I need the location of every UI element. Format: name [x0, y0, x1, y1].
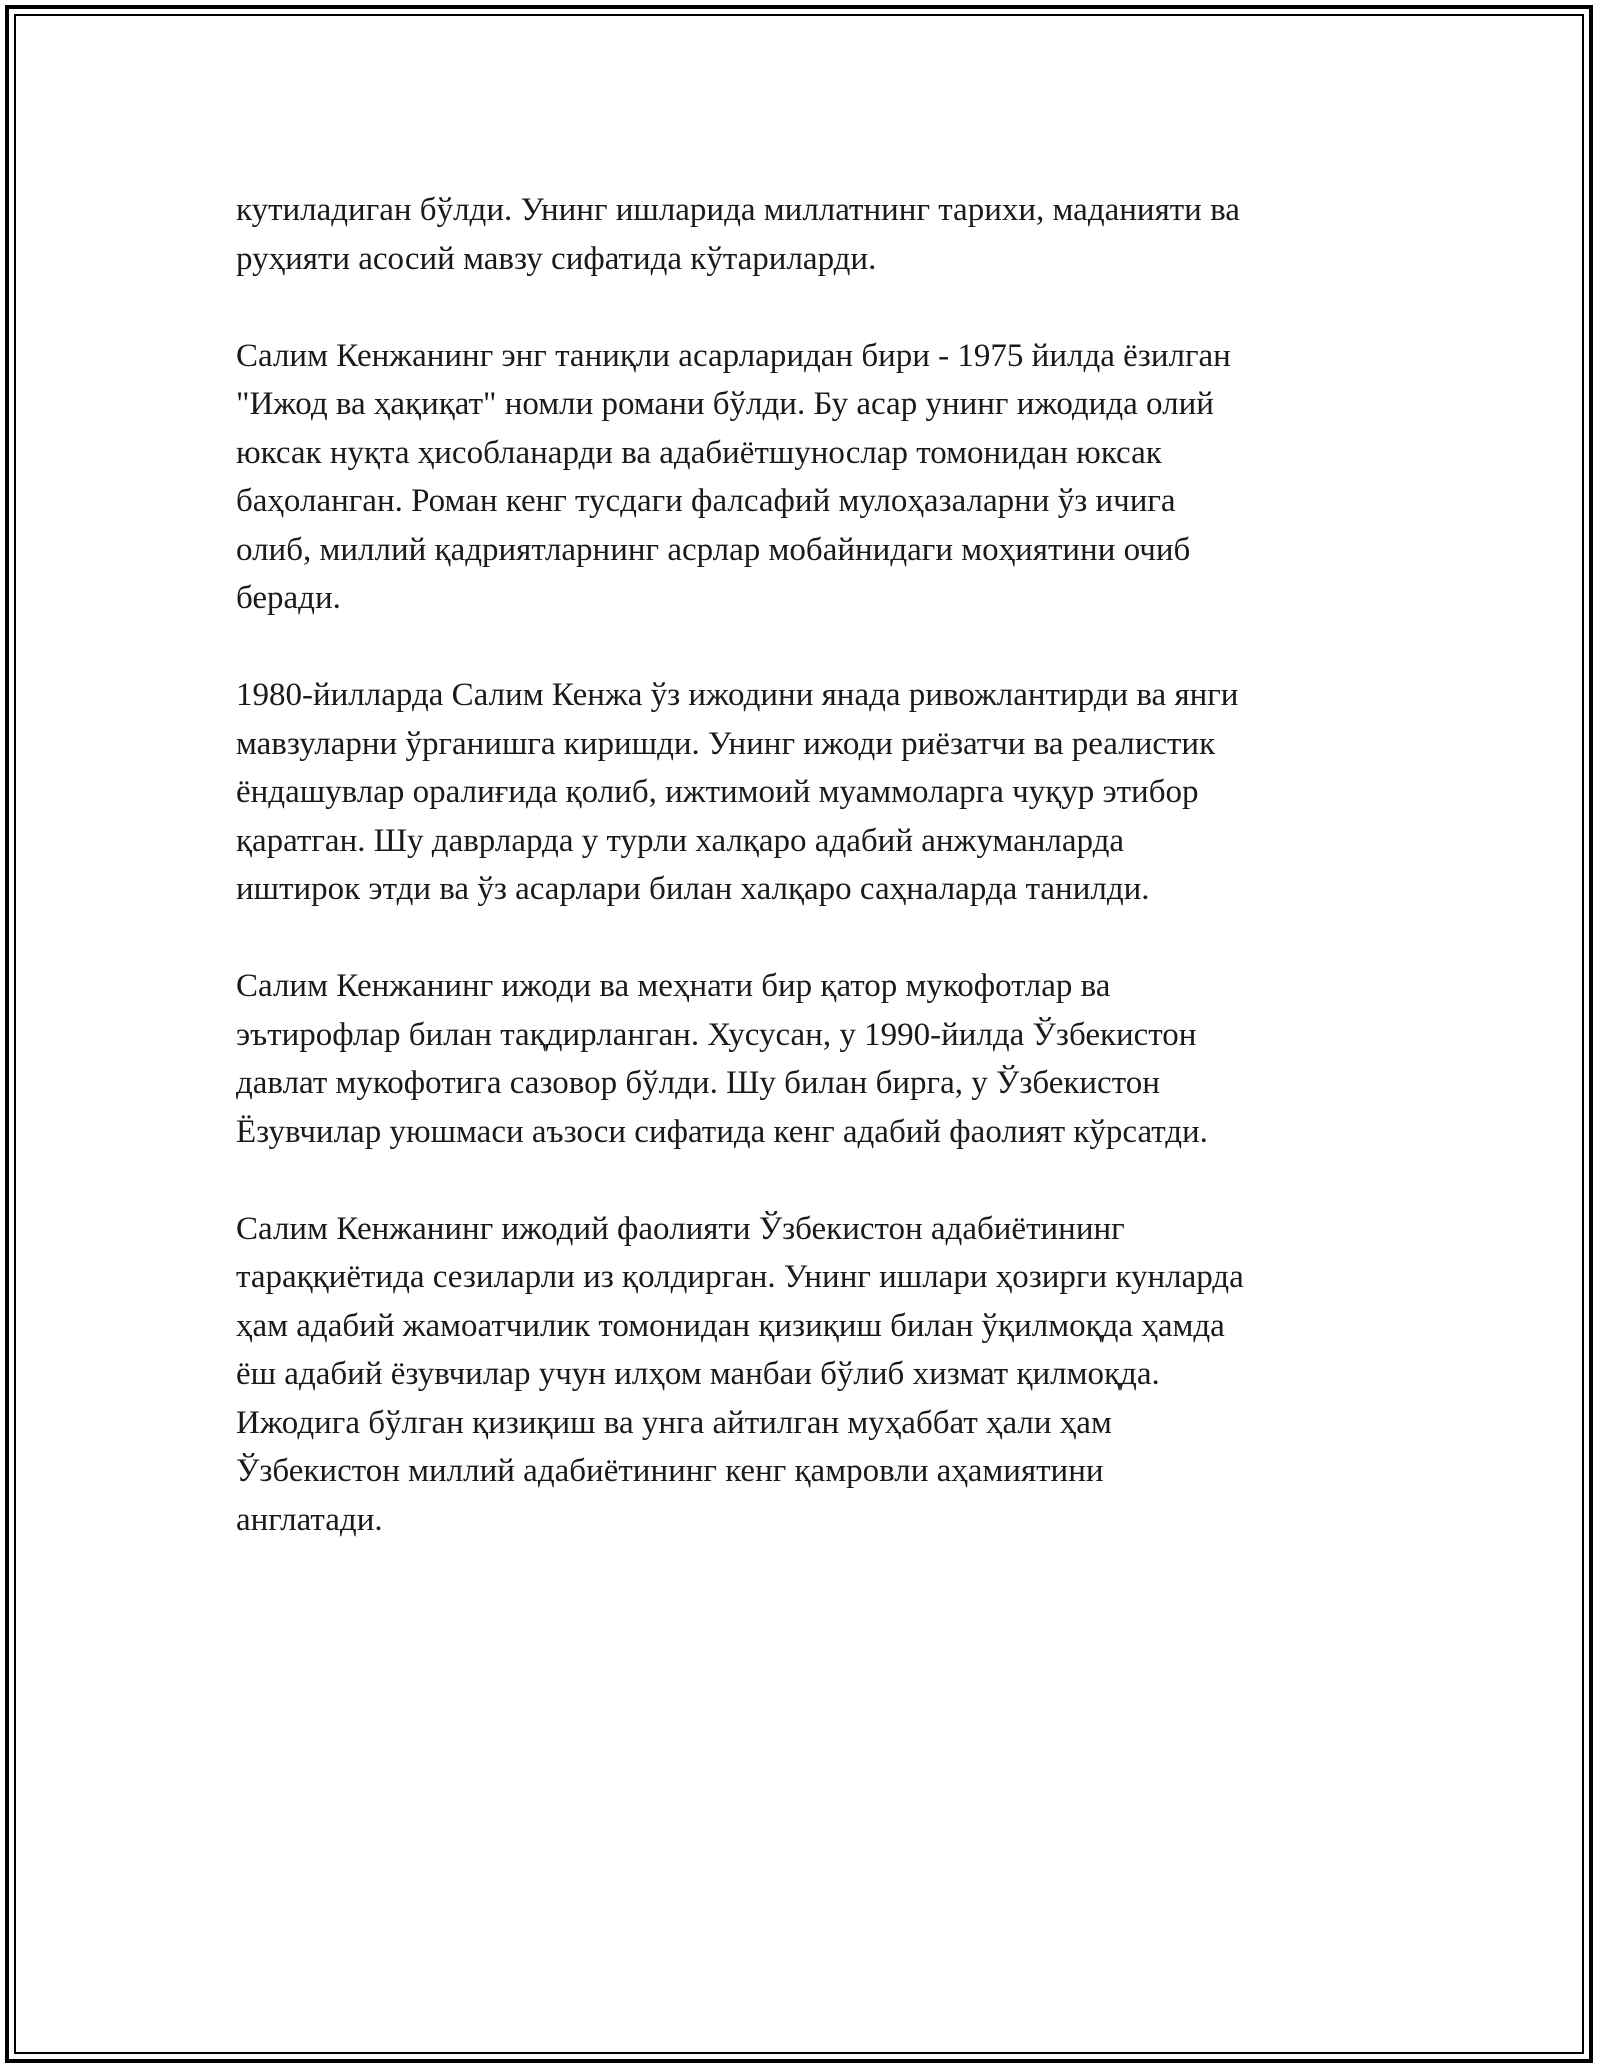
document-body: [236, 186, 1370, 1593]
paragraph-2: Салим Кенжанинг энг таниқли асарларидан бири - 1975 йилда ёзилган "Ижод ва ҳақиқат" номли романи бўлди. Бу асар унинг ижодида олий юксак нуқта ҳисобланарди ва адабиётшунослар томонидан юксак баҳоланган. Роман кенг тусдаги фалсафий мулоҳазаларни ўз ичига олиб, миллий қадриятларнинг асрлар мобайнидаги моҳиятини очиб беради.: [236, 337, 1231, 616]
paragraph-3: 1980-йилларда Салим Кенжа ўз ижодини янада ривожлантирди ва янги мавзуларни ўрганишга киришди. Унинг ижоди риёзатчи ва реалистик ёндашувлар оралиғида қолиб, ижтимоий муаммоларга чуқур этибор қаратган. Шу даврларда у турли халқаро адабий анжуманларда иштирок этди ва ўз асарлари билан халқаро саҳналарда танилди.: [236, 677, 1239, 907]
paragraph-4: Салим Кенжанинг ижоди ва меҳнати бир қатор мукофотлар ва эътирофлар билан тақдирланган. Хусусан, у 1990-йилда Ўзбекистон давлат мукофотига сазовор бўлди. Шу билан бирга, у Ўзбекистон Ёзувчилар уюшмаси аъзоси сифатида кенг адабий фаолият кўрсатди.: [236, 968, 1208, 1150]
paragraph-1: кутиладиган бўлди. Унинг ишларида миллатнинг тарихи, маданияти ва руҳияти асосий мавзу сифатида кўтариларди.: [236, 192, 1240, 277]
paragraph-5: Салим Кенжанинг ижодий фаолияти Ўзбекистон адабиётининг тараққиётида сезиларли из қолдирган. Унинг ишлари ҳозирги кунларда ҳам адабий жамоатчилик томонидан қизиқиш билан ўқилмоқда ҳамда ёш адабий ёзувчилар учун илҳом манбаи бўлиб хизмат қилмоқда. Ижодига бўлган қизиқиш ва унга айтилган муҳаббат ҳали ҳам Ўзбекистон миллий адабиётининг кенг қамровли аҳамиятини англатади.: [236, 1210, 1244, 1538]
